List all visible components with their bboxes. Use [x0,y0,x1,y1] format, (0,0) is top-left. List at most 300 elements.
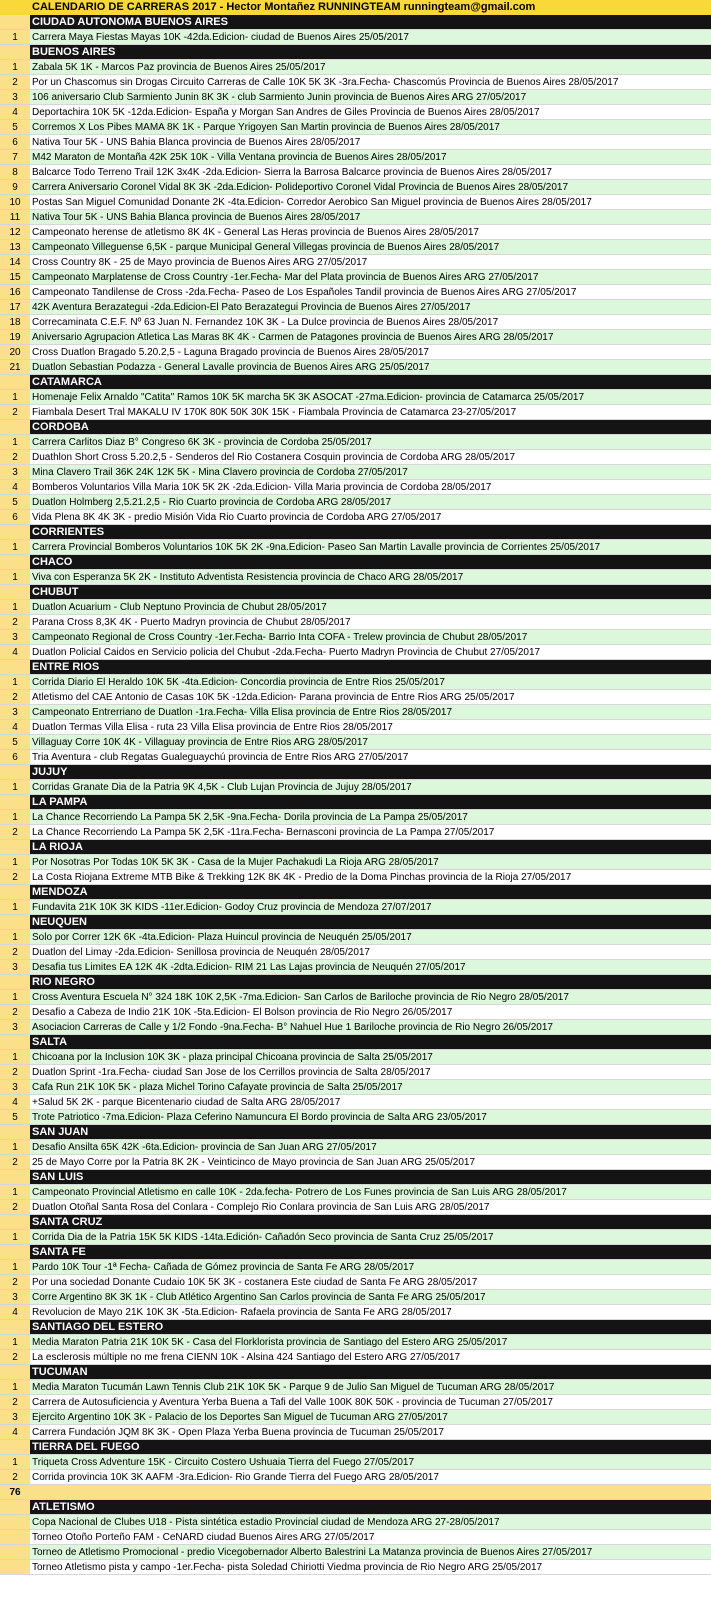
row-number: 3 [0,960,30,974]
atletismo-header [0,1500,711,1515]
total-row [0,1485,711,1500]
race-row [0,1275,711,1290]
row-number [0,1320,30,1334]
race-description: Bomberos Voluntarios Villa Maria 10K 5K 2K -2da.Edicion- Villa Maria provincia de Cordoba 28/05/2017 [30,480,711,494]
race-description: Media Maraton Patria 21K 10K 5K - Casa del Florklorista provincia de Santiago del Estero ARG 25/05/2017 [30,1335,711,1349]
row-number: 76 [0,1485,30,1499]
race-row [0,450,711,465]
race-row [0,570,711,585]
race-row [0,735,711,750]
row-number: 4 [0,1305,30,1319]
row-number: 3 [0,1290,30,1304]
race-description: Nativa Tour 5K - UNS Bahia Blanca provincia de Buenos Aires 28/05/2017 [30,135,711,149]
sheet-title-text: CALENDARIO DE CARRERAS 2017 - Hector Montañez RUNNINGTEAM runningteam@gmail.com [30,0,711,15]
race-row [0,1110,711,1125]
row-number: 2 [0,450,30,464]
race-row [0,960,711,975]
atletismo-description: Torneo de Atletismo Promocional - predio Vicegobernador Alberto Balestrini La Matanza provincia de Buenos Aires 27/05/2017 [30,1545,711,1559]
province-name: CATAMARCA [30,375,711,389]
race-row [0,930,711,945]
race-row [0,60,711,75]
province-header [0,1440,711,1455]
province-name: MENDOZA [30,885,711,899]
race-description: Por Nosotras Por Todas 10K 5K 3K - Casa de la Mujer Pachakudi La Rioja ARG 28/05/2017 [30,855,711,869]
race-description: Media Maraton Tucumán Lawn Tennis Club 21K 10K 5K - Parque 9 de Julio San Miguel de Tucuman ARG 28/05/2017 [30,1380,711,1394]
atletismo-name: ATLETISMO [30,1500,711,1514]
row-number [0,885,30,899]
row-number: 2 [0,690,30,704]
race-description: Fundavita 21K 10K 3K KIDS -11er.Edicion- Godoy Cruz provincia de Mendoza 27/07/2017 [30,900,711,914]
province-name: CORDOBA [30,420,711,434]
row-number: 4 [0,1095,30,1109]
race-description: Homenaje Felix Arnaldo "Catita" Ramos 10K 5K marcha 5K 3K ASOCAT -27ma.Edicion- provincia de Catamarca 25/05/2017 [30,390,711,404]
race-description: Campeonato Villeguense 6,5K - parque Municipal General Villegas provincia de Buenos Aires 28/05/2017 [30,240,711,254]
province-name: TUCUMAN [30,1365,711,1379]
race-description: Campeonato herense de atletismo 8K 4K - General Las Heras provincia de Buenos Aires 28/05/2017 [30,225,711,239]
row-number: 11 [0,210,30,224]
row-number [0,1245,30,1259]
row-number: 12 [0,225,30,239]
province-header [0,525,711,540]
race-description: Duathlon Short Cross 5.20.2,5 - Senderos del Rio Costanera Cosquin provincia de Cordoba ARG 28/05/2017 [30,450,711,464]
province-header [0,795,711,810]
row-number [0,1365,30,1379]
row-number: 6 [0,510,30,524]
row-number [0,915,30,929]
race-description: Correcaminata C.E.F. Nº 63 Juan N. Fernandez 10K 3K - La Dulce provincia de Buenos Aires 28/05/2017 [30,315,711,329]
row-number: 14 [0,255,30,269]
row-number: 1 [0,1260,30,1274]
race-description: 106 aniversario Club Sarmiento Junin 8K 3K - club Sarmiento Junin provincia de Buenos Aires ARG 27/05/2017 [30,90,711,104]
race-row [0,360,711,375]
row-number: 1 [0,390,30,404]
race-row [0,135,711,150]
race-row [0,120,711,135]
row-number: 9 [0,180,30,194]
race-description: Parana Cross 8,3K 4K - Puerto Madryn provincia de Chubut 28/05/2017 [30,615,711,629]
race-row [0,1470,711,1485]
row-number [0,1530,30,1544]
race-row [0,165,711,180]
race-row [0,195,711,210]
race-row [0,810,711,825]
race-row [0,75,711,90]
row-number: 1 [0,990,30,1004]
total-filler [30,1485,711,1499]
row-number [0,765,30,779]
province-name: SAN LUIS [30,1170,711,1184]
province-header [0,660,711,675]
row-number: 5 [0,495,30,509]
province-header [0,420,711,435]
race-row [0,720,711,735]
race-description: Vida Plena 8K 4K 3K - predio Misión Vida Rio Cuarto provincia de Cordoba ARG 27/05/2017 [30,510,711,524]
province-header [0,1125,711,1140]
race-description: Trote Patriotico -7ma.Edicion- Plaza Ceferino Namuncura El Bordo provincia de Salta ARG 23/05/2017 [30,1110,711,1124]
row-number: 17 [0,300,30,314]
race-row [0,870,711,885]
row-number: 4 [0,1425,30,1439]
row-number: 3 [0,1080,30,1094]
row-number: 10 [0,195,30,209]
row-number [0,660,30,674]
race-description: Asociacion Carreras de Calle y 1/2 Fondo -9na.Fecha- B° Nahuel Hue 1 Bariloche provincia de Rio Negro 26/05/2017 [30,1020,711,1034]
race-description: Solo por Correr 12K 6K -4ta.Edicion- Plaza Huincul provincia de Neuquén 25/05/2017 [30,930,711,944]
race-description: Por un Chascomus sin Drogas Circuito Carreras de Calle 10K 5K 3K -3ra.Fecha- Chascomús Provincia de Buenos Aires 28/05/2017 [30,75,711,89]
province-name: SANTIAGO DEL ESTERO [30,1320,711,1334]
race-row [0,750,711,765]
race-row [0,855,711,870]
race-row [0,690,711,705]
race-row [0,630,711,645]
race-description: Triqueta Cross Adventure 15K - Circuito Costero Ushuaia Tierra del Fuego 27/05/2017 [30,1455,711,1469]
race-description: Desafio Ansilta 65K 42K -6ta.Edicion- provincia de San Juan ARG 27/05/2017 [30,1140,711,1154]
row-number: 1 [0,1335,30,1349]
row-number [0,15,30,29]
race-description: Duatlon Policial Caidos en Servicio policia del Chubut -2da.Fecha- Puerto Madryn Provincia de Chubut 27/05/2017 [30,645,711,659]
race-row [0,1425,711,1440]
race-row [0,495,711,510]
row-number [0,1215,30,1229]
race-row [0,510,711,525]
race-description: 25 de Mayo Corre por la Patria 8K 2K - Veinticinco de Mayo provincia de San Juan ARG 25/05/2017 [30,1155,711,1169]
row-number [0,1125,30,1139]
race-description: Corremos X Los Pibes MAMA 8K 1K - Parque Yrigoyen San Martin provincia de Buenos Aires 28/05/2017 [30,120,711,134]
atletismo-row [0,1530,711,1545]
race-row [0,330,711,345]
row-number: 4 [0,720,30,734]
race-description: Fiambala Desert Tral MAKALU IV 170K 80K 50K 30K 15K - Fiambala Provincia de Catamarca 23-27/05/2017 [30,405,711,419]
atletismo-row [0,1560,711,1575]
race-description: Deportachira 10K 5K -12da.Edicion- España y Morgan San Andres de Giles Provincia de Buenos Aires 28/05/2017 [30,105,711,119]
province-header [0,375,711,390]
row-number: 4 [0,480,30,494]
row-number: 19 [0,330,30,344]
province-header [0,1170,711,1185]
row-number: 1 [0,1455,30,1469]
atletismo-description: Torneo Atletismo pista y campo -1er.Fecha- pista Soledad Chiriotti Viedma provincia de Rio Negro ARG 25/05/2017 [30,1560,711,1574]
race-row [0,1380,711,1395]
race-description: Carrera Carlitos Diaz B° Congreso 6K 3K - provincia de Cordoba 25/05/2017 [30,435,711,449]
race-description: Duatlon Termas Villa Elisa - ruta 23 Villa Elisa provincia de Entre Rios 28/05/2017 [30,720,711,734]
race-row [0,105,711,120]
row-number [0,585,30,599]
province-name: SANTA FE [30,1245,711,1259]
race-row [0,1200,711,1215]
race-row [0,225,711,240]
row-number: 6 [0,135,30,149]
race-row [0,615,711,630]
row-number: 1 [0,435,30,449]
atletismo-row [0,1545,711,1560]
row-number [0,375,30,389]
race-row [0,465,711,480]
race-description: Revolucion de Mayo 21K 10K 3K -5ta.Edicion- Rafaela provincia de Santa Fe ARG 28/05/2017 [30,1305,711,1319]
row-number [0,975,30,989]
race-row [0,1260,711,1275]
row-number: 1 [0,855,30,869]
race-description: Corrida provincia 10K 3K AAFM -3ra.Edicion- Rio Grande Tierra del Fuego ARG 28/05/2017 [30,1470,711,1484]
race-row [0,345,711,360]
race-row [0,1005,711,1020]
row-number: 2 [0,1200,30,1214]
race-description: Balcarce Todo Terreno Trail 12K 3x4K -2da.Edicion- Sierra la Barrosa Balcarce provincia de Buenos Aires 28/05/2017 [30,165,711,179]
row-number: 2 [0,615,30,629]
race-description: Carrera Maya Fiestas Mayas 10K -42da.Edicion- ciudad de Buenos Aires 25/05/2017 [30,30,711,44]
race-row [0,285,711,300]
race-row [0,1305,711,1320]
row-number: 1 [0,1140,30,1154]
race-description: Duatlon Otoñal Santa Rosa del Conlara - Complejo Rio Conlara provincia de San Luis ARG 28/05/2017 [30,1200,711,1214]
row-number: 2 [0,1350,30,1364]
race-description: Campeonato Entrerriano de Duatlon -1ra.Fecha- Villa Elisa provincia de Entre Rios 28/05/2017 [30,705,711,719]
province-name: LA PAMPA [30,795,711,809]
atletismo-description: Torneo Otoño Porteño FAM - CeNARD ciudad Buenos Aires ARG 27/05/2017 [30,1530,711,1544]
race-row [0,1350,711,1365]
race-description: Duatlon Acuarium - Club Neptuno Provincia de Chubut 28/05/2017 [30,600,711,614]
province-name: LA RIOJA [30,840,711,854]
race-description: Carrera Provincial Bomberos Voluntarios 10K 5K 2K -9na.Edicion- Paseo San Martin Lavalle provincia de Corrientes 25/05/2017 [30,540,711,554]
race-description: Desafio a Cabeza de Indio 21K 10K -5ta.Edicion- El Bolson provincia de Rio Negro 26/05/2017 [30,1005,711,1019]
row-number: 3 [0,705,30,719]
province-header [0,765,711,780]
race-description: Corre Argentino 8K 3K 1K - Club Atlético Argentino San Carlos provincia de Santa Fe ARG 25/05/2017 [30,1290,711,1304]
race-row [0,900,711,915]
row-number: 2 [0,1005,30,1019]
race-row [0,645,711,660]
race-description: Campeonato Provincial Atletismo en calle 10K - 2da.fecha- Potrero de Los Funes provincia de San Luis ARG 28/05/2017 [30,1185,711,1199]
race-row [0,270,711,285]
row-number [0,1515,30,1529]
race-row [0,1335,711,1350]
race-description: Campeonato Marplatense de Cross Country -1er.Fecha- Mar del Plata provincia de Buenos Aires ARG 27/05/2017 [30,270,711,284]
row-number: 3 [0,465,30,479]
race-description: Corridas Granate Dia de la Patria 9K 4,5K - Club Lujan Provincia de Jujuy 28/05/2017 [30,780,711,794]
race-row [0,180,711,195]
race-description: Desafia tus Limites EA 12K 4K -2dta.Edicion- RIM 21 Las Lajas provincia de Neuquén 27/05/2017 [30,960,711,974]
row-number: 2 [0,1395,30,1409]
race-description: Villaguay Corre 10K 4K - Villaguay provincia de Entre Rios ARG 28/05/2017 [30,735,711,749]
province-name: NEUQUEN [30,915,711,929]
race-description: Duatlon Sprint -1ra.Fecha- ciudad San Jose de los Cerrillos provincia de Salta 28/05/2017 [30,1065,711,1079]
race-description: La Chance Recorriendo La Pampa 5K 2,5K -11ra.Fecha- Bernasconi provincia de La Pampa 27/05/2017 [30,825,711,839]
race-row [0,540,711,555]
row-number: 1 [0,1380,30,1394]
row-number: 1 [0,1230,30,1244]
race-row [0,390,711,405]
row-number: 2 [0,1155,30,1169]
row-number: 6 [0,750,30,764]
row-number: 1 [0,60,30,74]
row-number [0,840,30,854]
province-name: CORRIENTES [30,525,711,539]
race-row [0,240,711,255]
province-header [0,1215,711,1230]
race-description: Duatlon Sebastian Podazza - General Lavalle provincia de Buenos Aires ARG 25/05/2017 [30,360,711,374]
race-description: +Salud 5K 2K - parque Bicentenario ciudad de Salta ARG 28/05/2017 [30,1095,711,1109]
race-row [0,150,711,165]
race-description: Postas San Miguel Comunidad Donante 2K -4ta.Edicion- Corredor Aerobico San Miguel provincia de Buenos Aires 28/05/2017 [30,195,711,209]
race-row [0,675,711,690]
race-row [0,1050,711,1065]
race-row [0,1290,711,1305]
race-description: Pardo 10K Tour -1ª Fecha- Cañada de Gómez provincia de Santa Fe ARG 28/05/2017 [30,1260,711,1274]
province-name: BUENOS AIRES [30,45,711,59]
race-description: Carrera Aniversario Coronel Vidal 8K 3K -2da.Edicion- Polideportivo Coronel Vidal Provincia de Buenos Aires 28/05/2017 [30,180,711,194]
province-name: CIUDAD AUTONOMA BUENOS AIRES [30,15,711,29]
race-description: Duatlon Holmberg 2,5.21.2,5 - Rio Cuarto provincia de Cordoba ARG 28/05/2017 [30,495,711,509]
province-header [0,1245,711,1260]
province-header [0,840,711,855]
row-number [0,1545,30,1559]
race-description: Cafa Run 21K 10K 5K - plaza Michel Torino Cafayate provincia de Salta 25/05/2017 [30,1080,711,1094]
province-header [0,15,711,30]
race-row [0,1410,711,1425]
row-number: 2 [0,1275,30,1289]
row-number: 16 [0,285,30,299]
race-description: La Costa Riojana Extreme MTB Bike & Trekking 12K 8K 4K - Predio de la Doma Pinchas provincia de la Rioja 27/05/2017 [30,870,711,884]
race-description: M42 Maraton de Montaña 42K 25K 10K - Villa Ventana provincia de Buenos Aires 28/05/2017 [30,150,711,164]
row-number: 3 [0,630,30,644]
province-header [0,555,711,570]
row-number: 3 [0,1020,30,1034]
row-number: 1 [0,1185,30,1199]
row-number: 5 [0,735,30,749]
race-row [0,30,711,45]
row-number: 1 [0,540,30,554]
race-description: Corrida Diario El Heraldo 10K 5K -4ta.Edicion- Concordia provincia de Entre Rios 25/05/2017 [30,675,711,689]
race-description: 42K Aventura Berazategui -2da.Edicion-El Pato Berazategui Provincia de Buenos Aires 27/05/2017 [30,300,711,314]
race-row [0,1185,711,1200]
row-number: 1 [0,900,30,914]
province-name: TIERRA DEL FUEGO [30,1440,711,1454]
race-row [0,705,711,720]
province-name: ENTRE RIOS [30,660,711,674]
row-number: 2 [0,870,30,884]
row-number: 4 [0,105,30,119]
row-number: 2 [0,75,30,89]
row-number [0,0,30,15]
race-description: Zabala 5K 1K - Marcos Paz provincia de Buenos Aires 25/05/2017 [30,60,711,74]
race-description: Corrida Dia de la Patria 15K 5K KIDS -14ta.Edición- Cañadón Seco provincia de Santa Cruz 25/05/2017 [30,1230,711,1244]
race-row [0,255,711,270]
race-row [0,300,711,315]
race-description: Viva con Esperanza 5K 2K - Instituto Adventista Resistencia provincia de Chaco ARG 28/05/2017 [30,570,711,584]
row-number: 2 [0,1470,30,1484]
race-row [0,825,711,840]
race-row [0,1140,711,1155]
race-description: Nativa Tour 5K - UNS Bahia Blanca provincia de Buenos Aires 28/05/2017 [30,210,711,224]
row-number [0,1035,30,1049]
race-description: Campeonato Regional de Cross Country -1er.Fecha- Barrio Inta COFA - Trelew provincia de Chubut 28/05/2017 [30,630,711,644]
race-row [0,945,711,960]
race-row [0,1155,711,1170]
row-number: 1 [0,930,30,944]
race-description: Cross Duatlon Bragado 5.20.2,5 - Laguna Bragado provincia de Buenos Aires 28/05/2017 [30,345,711,359]
race-description: Ejercito Argentino 10K 3K - Palacio de los Deportes San Miguel de Tucuman ARG 27/05/2017 [30,1410,711,1424]
row-number: 7 [0,150,30,164]
province-header [0,975,711,990]
race-row [0,480,711,495]
row-number [0,1440,30,1454]
province-name: SANTA CRUZ [30,1215,711,1229]
race-description: Atletismo del CAE Antonio de Casas 10K 5K -12da.Edicion- Parana provincia de Entre Rios ARG 25/05/2017 [30,690,711,704]
province-header [0,915,711,930]
row-number: 5 [0,1110,30,1124]
row-number: 2 [0,405,30,419]
race-description: Carrera Fundación JQM 8K 3K - Open Plaza Yerba Buena provincia de Tucuman 25/05/2017 [30,1425,711,1439]
row-number: 3 [0,1410,30,1424]
row-number: 1 [0,570,30,584]
province-name: SALTA [30,1035,711,1049]
province-name: CHUBUT [30,585,711,599]
race-description: Carrera de Autosuficiencia y Aventura Yerba Buena a Tafi del Valle 100K 80K 50K - provincia de Tucuman 27/05/2017 [30,1395,711,1409]
row-number [0,555,30,569]
province-name: JUJUY [30,765,711,779]
race-row [0,210,711,225]
province-header [0,885,711,900]
province-header [0,585,711,600]
race-description: La Chance Recorriendo La Pampa 5K 2,5K -9na.Fecha- Dorila provincia de La Pampa 25/05/2017 [30,810,711,824]
race-row [0,1020,711,1035]
row-number: 1 [0,1050,30,1064]
race-description: Cross Aventura Escuela N° 324 18K 10K 2,5K -7ma.Edicion- San Carlos de Bariloche provincia de Rio Negro 28/05/2017 [30,990,711,1004]
race-row [0,1095,711,1110]
race-description: Aniversario Agrupacion Atletica Las Maras 8K 4K - Carmen de Patagones provincia de Buenos Aires ARG 28/05/2017 [30,330,711,344]
race-row [0,1230,711,1245]
row-number: 3 [0,90,30,104]
row-number: 2 [0,825,30,839]
atletismo-description: Copa Nacional de Clubes U18 - Pista sintética estadio Provincial ciudad de Mendoza ARG 27-28/05/2017 [30,1515,711,1529]
row-number: 1 [0,810,30,824]
row-number [0,1500,30,1514]
row-number: 13 [0,240,30,254]
race-row [0,1455,711,1470]
atletismo-row [0,1515,711,1530]
row-number: 18 [0,315,30,329]
race-row [0,1065,711,1080]
race-description: Cross Country 8K - 25 de Mayo provincia de Buenos Aires ARG 27/05/2017 [30,255,711,269]
row-number: 20 [0,345,30,359]
row-number: 2 [0,945,30,959]
province-name: SAN JUAN [30,1125,711,1139]
race-description: Tria Aventura - club Regatas Gualeguaychú provincia de Entre Rios ARG 27/05/2017 [30,750,711,764]
province-header [0,1365,711,1380]
province-header [0,45,711,60]
race-row [0,435,711,450]
row-number: 21 [0,360,30,374]
province-name: RIO NEGRO [30,975,711,989]
row-number [0,525,30,539]
row-number: 1 [0,600,30,614]
row-number: 1 [0,30,30,44]
province-header [0,1035,711,1050]
row-number [0,795,30,809]
row-number: 4 [0,645,30,659]
row-number: 8 [0,165,30,179]
row-number [0,420,30,434]
race-row [0,1080,711,1095]
row-number: 1 [0,780,30,794]
race-row [0,990,711,1005]
row-number [0,1560,30,1574]
race-description: Duatlon del Limay -2da.Edicion- Senillosa provincia de Neuquén 28/05/2017 [30,945,711,959]
race-row [0,315,711,330]
row-number: 15 [0,270,30,284]
row-number: 5 [0,120,30,134]
race-row [0,780,711,795]
race-row [0,90,711,105]
